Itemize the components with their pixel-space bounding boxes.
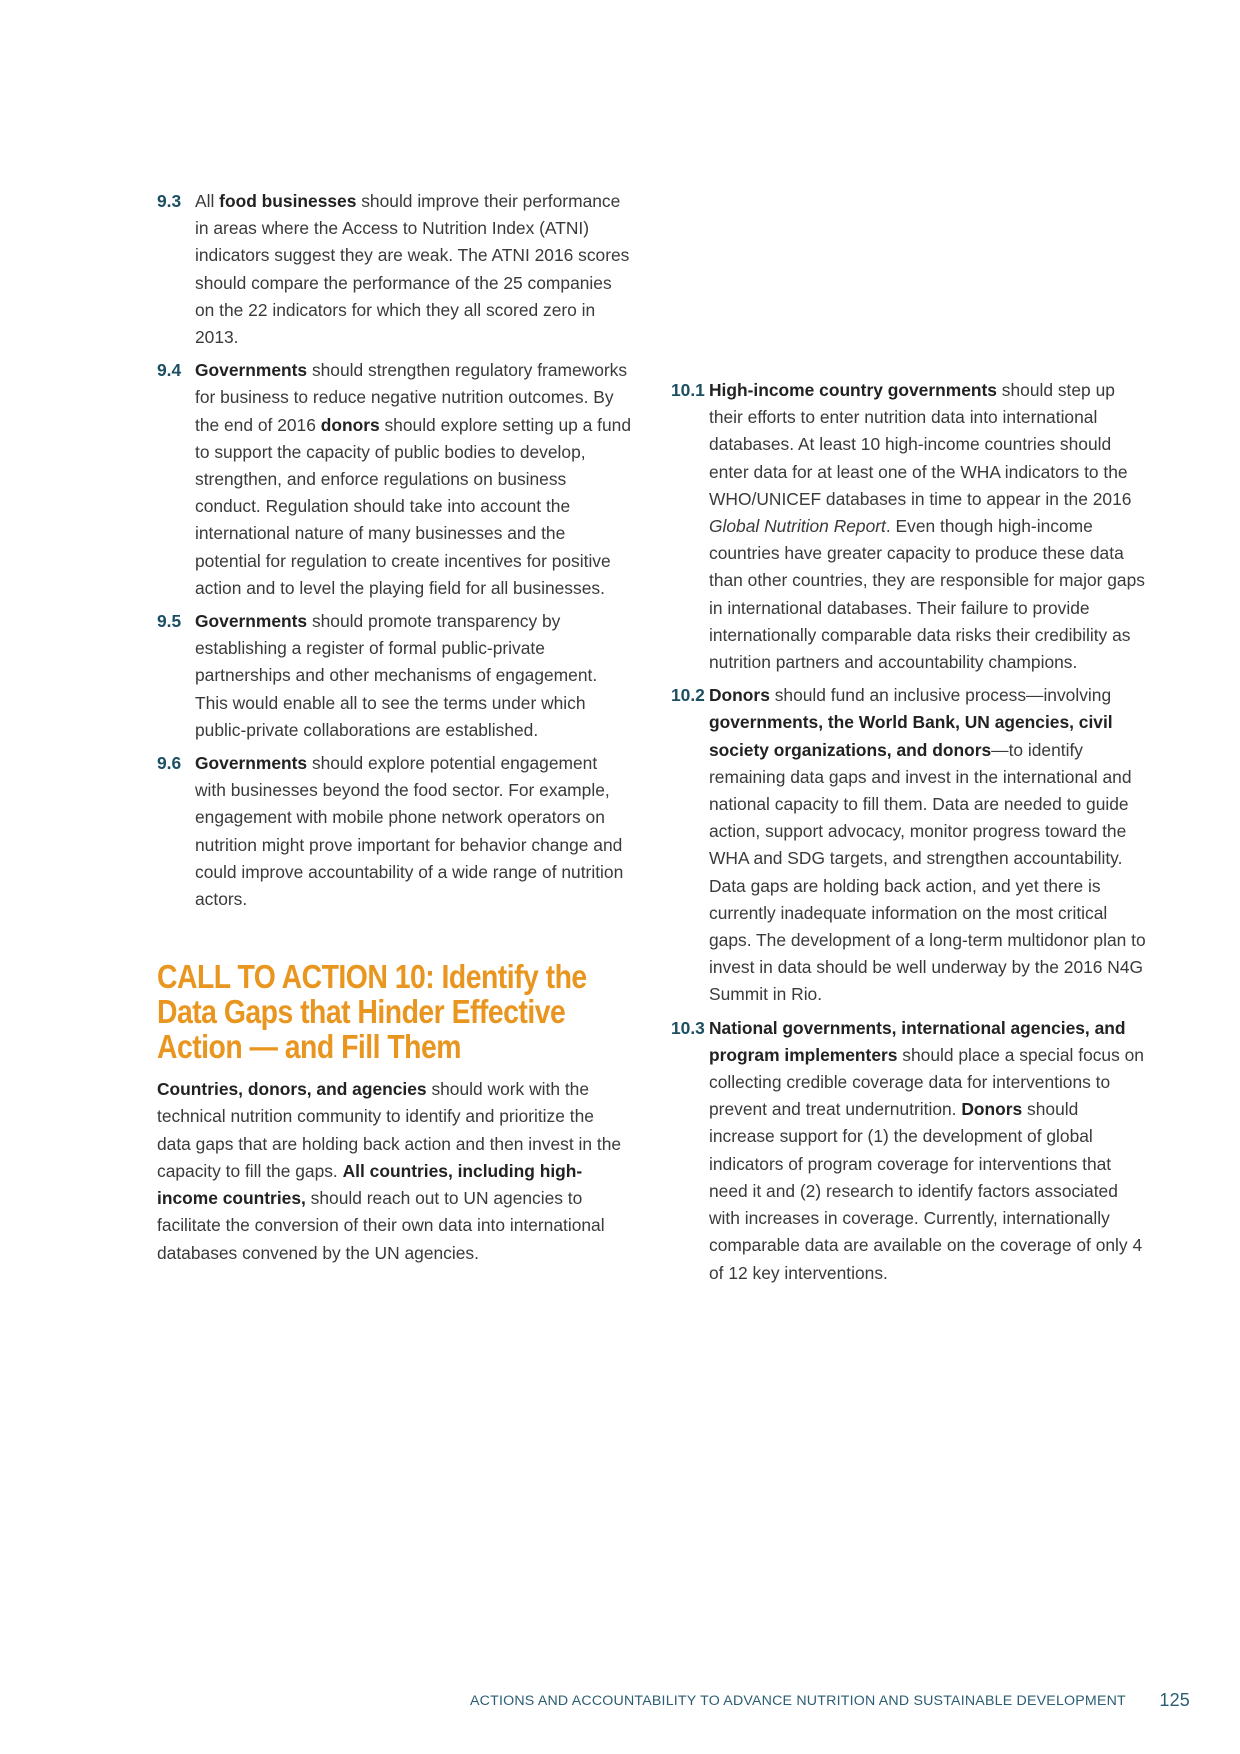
- recommendation-9-4: [157, 357, 632, 602]
- recommendation-9-3: [157, 188, 632, 351]
- recommendation-9-6: [157, 750, 632, 913]
- recommendation-10-3: [671, 1015, 1146, 1287]
- running-title: ACTIONS AND ACCOUNTABILITY TO ADVANCE NUTRITION AND SUSTAINABLE DEVELOPMENT: [470, 1693, 1126, 1709]
- rec-text: High-income country governments should step up their efforts to enter nutrition data into international databases. At least 10 high-income countries should enter data for at least one of the WHA indicators to the WHO/UNICEF databases in time to appear in the 2016 Global Nutrition Report. Even though high-income countries have greater capacity to produce these data than other countries, they are responsible for major gaps in international databases. Their failure to provide internationally comparable data risks their credibility as nutrition partners and accountability champions.: [709, 380, 1145, 673]
- rec-number: 10.1: [671, 380, 705, 400]
- page-footer: [470, 1690, 1190, 1710]
- right-column: [671, 377, 1146, 1293]
- rec-number: 9.3: [157, 191, 182, 211]
- rec-number: 9.5: [157, 611, 182, 632]
- page-number: 125: [1159, 1690, 1190, 1710]
- rec-text: Donors should fund an inclusive process—involving governments, the World Bank, UN agencies, civil society organizations, and donors—to identify remaining data gaps and invest in the international and national capacity to fill them. Data are needed to guide action, support advocacy, monitor progress toward the WHA and SDG targets, and strengthen accountability. Data gaps are holding back action, and yet there is currently inadequate information on the most critical gaps. The development of a long-term multidonor plan to invest in data should be well underway by the 2016 N4G Summit in Rio.: [709, 685, 1146, 1005]
- left-column: [157, 188, 632, 1267]
- rec-number: 10.2: [671, 685, 705, 706]
- rec-text: Governments should promote transparency by establishing a register of formal public-private partnerships and other mechanisms of engagement. This would enable all to see the terms under which public-private collaborations are established.: [195, 611, 598, 740]
- call-to-action-intro: Countries, donors, and agencies should work with the technical nutrition community to identify and prioritize the data gaps that are holding back action and then invest in the capacity to fill the gaps. All countries, including high-income countries, should reach out to UN agencies to facilitate the conversion of their own data into international databases convened by the UN agencies.: [157, 1079, 622, 1263]
- call-to-action-heading: CALL TO ACTION 10: Identify the Data Gaps that Hinder Effective Action — and Fill Them: [157, 958, 587, 1066]
- rec-text: All food businesses should improve their performance in areas where the Access to Nutrition Index (ATNI) indicators suggest they are weak. The ATNI 2016 scores should compare the performance of the 25 companies on the 22 indicators for which they all scored zero in 2013.: [195, 191, 630, 348]
- recommendation-10-2: [671, 682, 1146, 1008]
- recommendation-10-1: [671, 377, 1146, 676]
- rec-text: National governments, international agencies, and program implementers should place a special focus on collecting credible coverage data for interventions to prevent and treat undernutrition. Donors should increase support for (1) the development of global indicators of program coverage for interventions that need it and (2) research to identify factors associated with increases in coverage. Currently, internationally comparable data are available on the coverage of only 4 of 12 key interventions.: [709, 1017, 1144, 1283]
- rec-text: Governments should explore potential engagement with businesses beyond the food sector. For example, engagement with mobile phone network operators on nutrition might prove important for behavior change and could improve accountability of a wide range of nutrition actors.: [195, 753, 624, 910]
- rec-number: 9.6: [157, 753, 182, 774]
- recommendation-9-5: [157, 608, 632, 744]
- rec-number: 10.3: [671, 1017, 705, 1038]
- rec-number: 9.4: [157, 360, 182, 381]
- rec-text: Governments should strengthen regulatory frameworks for business to reduce negative nutrition outcomes. By the end of 2016 donors should explore setting up a fund to support the capacity of public bodies to develop, strengthen, and enforce regulations on business conduct. Regulation should take into account the international nature of many businesses and the potential for regulation to create incentives for positive action and to level the playing field for all businesses.: [195, 360, 632, 598]
